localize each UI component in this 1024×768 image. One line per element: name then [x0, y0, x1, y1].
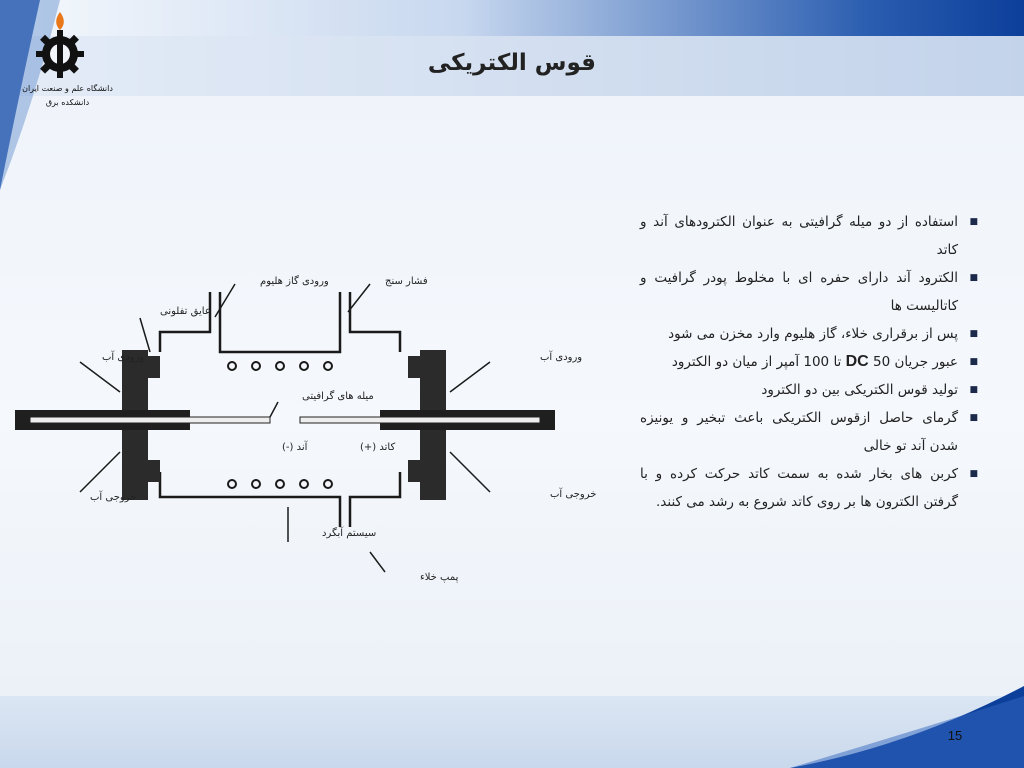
- university-name: [0, 82, 135, 110]
- graphite-rod-anode: [30, 417, 270, 423]
- graphite-rod-cathode: [300, 417, 540, 423]
- chamber-top-wall: [220, 292, 340, 352]
- water-out-left-arrow: [80, 452, 120, 492]
- label-anode: آند (-): [282, 442, 308, 453]
- bullet-text: پس از برقراری خلاء، گاز هلیوم وارد مخزن می شود: [668, 326, 958, 342]
- footer-swoosh-decoration: [790, 686, 1024, 768]
- bullet-text-after: 50 تا 100 آمپر از میان دو الکترود: [671, 354, 891, 370]
- bullet-item: [640, 376, 980, 404]
- water-in-left-arrow: [80, 362, 120, 392]
- label-vacuum-pump: پمپ خلاء: [420, 572, 459, 583]
- label-pressure-gauge: فشار سنج: [385, 276, 428, 287]
- bullet-text: کربن های بخار شده به سمت کاتد حرکت کرده و با گرفتن الکترون ها بر روی کاتد شروع به رشد می کنند.: [640, 466, 958, 510]
- left-flange-top: [148, 356, 160, 378]
- bullet-list: [640, 208, 980, 516]
- bullet-text: الکترود آند دارای حفره ای با مخلوط پودر گرافیت و کاتالیست ها: [640, 270, 958, 314]
- dc-label: DC: [845, 353, 869, 370]
- university-logo-icon: [30, 10, 90, 80]
- gauge-arrow: [348, 284, 370, 312]
- label-water-out-left: خروجی آب: [90, 492, 137, 503]
- bullet-item: [640, 348, 980, 376]
- bullet-item: [640, 460, 980, 516]
- label-cathode: کاتد (+): [360, 442, 396, 453]
- bullet-square-icon: ■: [969, 329, 978, 339]
- bullet-text: استفاده از دو میله گرافیتی به عنوان الکترودهای آند و کاتد: [640, 214, 958, 258]
- label-cooling-system: سیستم آبگرد: [322, 528, 377, 539]
- bullet-item: [640, 320, 980, 348]
- chamber-left-top-wall: [160, 292, 210, 352]
- bullet-square-icon: ■: [969, 385, 978, 395]
- slide-title: قوس الکتریکی: [427, 50, 596, 76]
- vacuum-arrow: [370, 552, 385, 572]
- right-flange-top: [408, 356, 420, 378]
- bullet-text-before: عبور جریان: [894, 354, 958, 370]
- bullet-item: [640, 264, 980, 320]
- arc-discharge-diagram: [10, 262, 597, 597]
- bullet-item: [640, 404, 980, 460]
- bullet-square-icon: ■: [969, 357, 978, 367]
- label-insulator: عایق تفلونی: [160, 306, 211, 317]
- bullet-square-icon: ■: [969, 469, 978, 479]
- chamber-bottom-wall: [160, 472, 340, 527]
- bullet-text: گرمای حاصل ازقوس الکتریکی باعث تبخیر و یونیزه شدن آند تو خالی: [640, 410, 958, 454]
- left-flange-bottom: [148, 460, 160, 482]
- university-line-1: دانشگاه علم و صنعت ایران: [22, 84, 113, 93]
- bullet-item: [640, 208, 980, 264]
- bullet-square-icon: ■: [969, 273, 978, 283]
- bullet-square-icon: ■: [969, 413, 978, 423]
- coil-top: [228, 362, 332, 370]
- label-water-in-right: ورودی آب: [540, 352, 583, 363]
- chamber-right-bottom-wall: [350, 472, 400, 527]
- water-out-right-arrow: [450, 452, 490, 492]
- label-helium-inlet: ورودی گاز هلیوم: [260, 276, 329, 287]
- insulator-arrow: [140, 318, 150, 352]
- rod-arrow: [270, 402, 278, 417]
- right-flange-bottom: [408, 460, 420, 482]
- coil-bottom: [228, 480, 332, 488]
- bullet-square-icon: ■: [969, 217, 978, 227]
- page-number: 15: [947, 728, 963, 743]
- university-line-2: دانشکده برق: [45, 98, 90, 107]
- label-water-out-right: خروجی آب: [550, 489, 597, 500]
- water-in-right-arrow: [450, 362, 490, 392]
- helium-arrow: [215, 284, 235, 317]
- bullet-text: تولید قوس الکتریکی بین دو الکترود: [761, 382, 958, 398]
- label-water-in-left: ورودی آب: [102, 352, 145, 363]
- label-graphite-rods: میله های گرافیتی: [302, 391, 374, 402]
